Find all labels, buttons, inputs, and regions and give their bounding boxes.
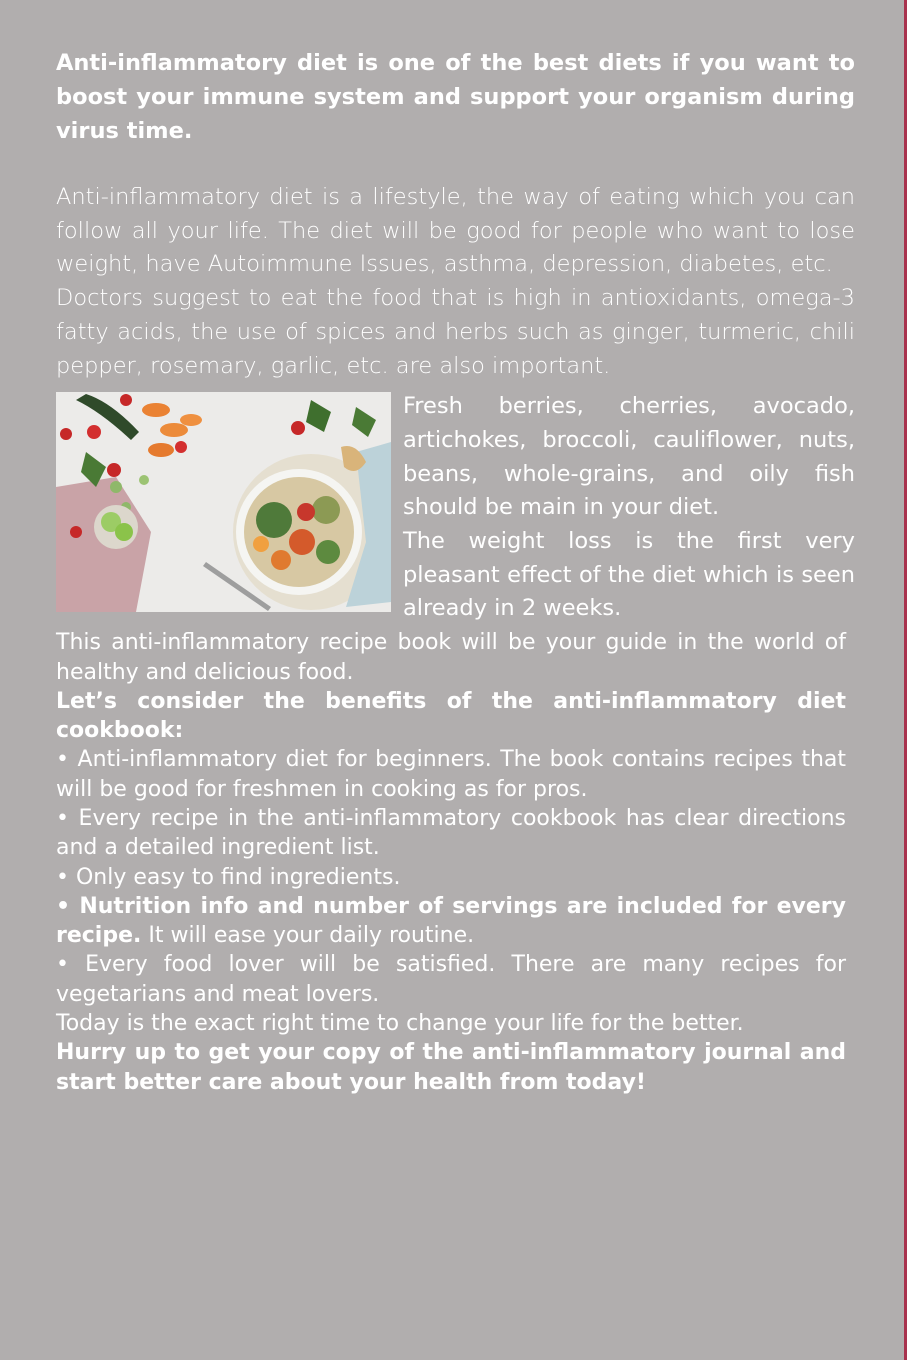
fresh-foods-text: Fresh berries, cherries, avocado, artichokes, broccoli, cauliflower, nuts, beans, whole-grains, and oily fish should be main in your diet. bbox=[403, 393, 855, 521]
photo-and-text-row bbox=[56, 390, 855, 628]
doctors-paragraph: Doctors suggest to eat the food that is high in antioxidants, omega-3 fatty acids, the use of spices and herbs such as ginger, turmeric, chili pepper, rosemary, garlic, etc. are also important. bbox=[56, 285, 855, 379]
benefit-item: • Only easy to find ingredients. bbox=[56, 864, 401, 890]
closing-call-to-action: Hurry up to get your copy of the anti-inflammatory journal and start better care about your health from today! bbox=[56, 1040, 846, 1095]
benefits-section bbox=[56, 628, 846, 1097]
today-line: Today is the exact right time to change your life for the better. bbox=[56, 1011, 744, 1037]
guide-paragraph: This anti-inflammatory recipe book will be your guide in the world of healthy and delicious food. bbox=[56, 630, 846, 685]
benefits-heading: Let’s consider the benefits of the anti-inflammatory diet cookbook: bbox=[56, 688, 846, 744]
photo-side-text bbox=[403, 390, 855, 626]
back-cover-text bbox=[56, 46, 855, 1097]
weight-loss-text: The weight loss is the first very pleasant effect of the diet which is seen already in 2 weeks. bbox=[403, 528, 855, 622]
benefit-item-rest: It will ease your daily routine. bbox=[141, 923, 475, 949]
benefit-item: • Every recipe in the anti-inflammatory cookbook has clear directions and a detailed ingredient list. bbox=[56, 806, 846, 861]
benefit-item-bold: • Nutrition info and number of servings are included for every recipe. bbox=[56, 893, 846, 949]
intro-bold-paragraph: Anti-inflammatory diet is one of the best diets if you want to boost your immune system and support your organism during virus time. bbox=[56, 50, 855, 144]
healthy-food-photo bbox=[56, 392, 391, 612]
benefit-item: • Anti-inflammatory diet for beginners. The book contains recipes that will be good for freshmen in cooking as for pros. bbox=[56, 747, 846, 802]
benefit-item bbox=[56, 892, 846, 951]
lifestyle-paragraph: Anti-inflammatory diet is a lifestyle, the way of eating which you can follow all your life. The diet will be good for people who want to lose weight, have Autoimmune Issues, asthma, depression, diabetes, etc. bbox=[56, 184, 855, 278]
benefit-item: • Every food lover will be satisfied. There are many recipes for vegetarians and meat lovers. bbox=[56, 952, 846, 1007]
